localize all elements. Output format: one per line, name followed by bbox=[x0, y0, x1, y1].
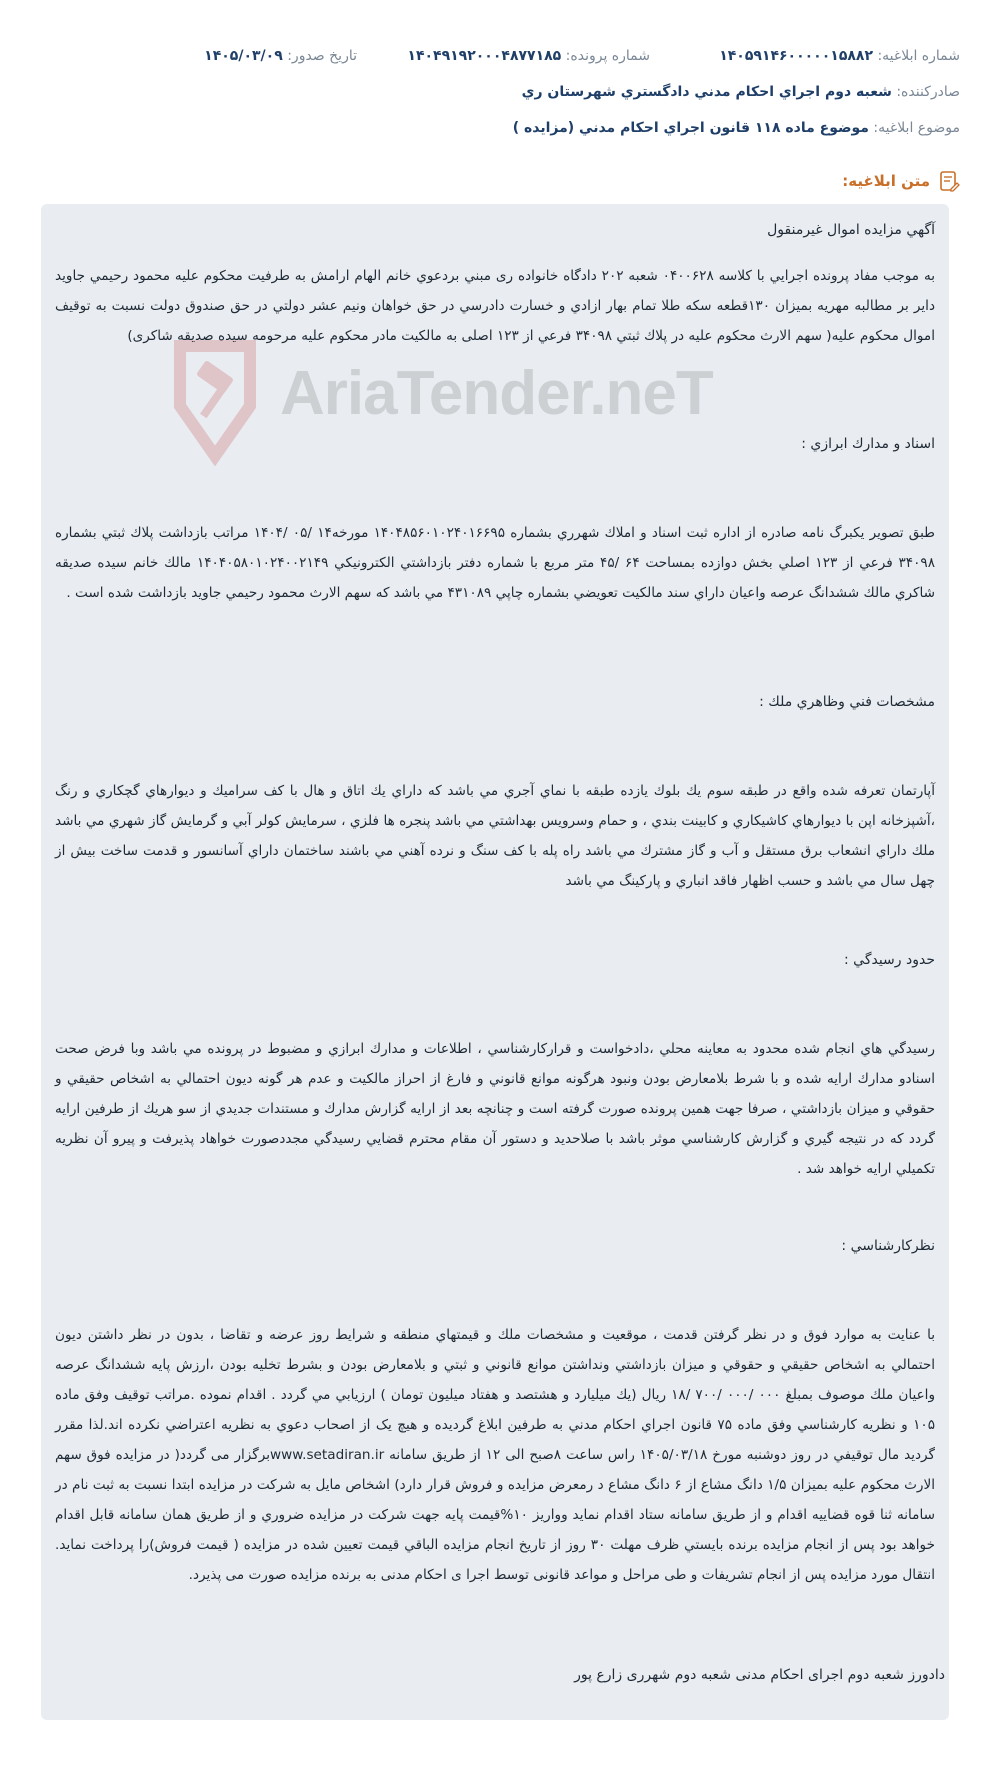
issuer-label: صادرکننده: bbox=[896, 84, 960, 100]
notice-text-title: متن ابلاغیه: bbox=[842, 172, 930, 190]
subject-value: موضوع ماده ۱۱۸ قانون اجراي احكام مدني (مزايده ) bbox=[512, 120, 869, 136]
notice-number-label: شماره ابلاغیه: bbox=[877, 48, 960, 64]
auction-title: آگهي مزايده اموال غيرمنقول bbox=[767, 222, 935, 238]
intro-paragraph: به موجب مفاد پرونده اجرايي با كلاسه ۰۴۰۰۶۲۸ شعبه ۲۰۲ دادگاه خانواده ری مبني بردعوي خانم الهام ارامش به طرفيت محكوم عليه محمود رحيمي جاويد داير بر مطالبه مهريه بميزان ۱۳۰قطعه سكه طلا تمام بهار ازادي و خسارت دادرسي در حق خواهان ونيم عشر دولتي در حق صندوق دولت نسبت به توقيف اموال محكوم عليه( سهم الارث محكوم عليه در پلاك ثبتي ۳۴۰۹۸ فرعي از ۱۲۳ اصلی به مالکیت مادر محکوم علیه مرحومه سیده صدیقه شاکری) bbox=[55, 268, 936, 344]
scope-paragraph: رسيدگي هاي انجام شده محدود به معاينه محلي ،دادخواست و قراركارشناسي ، اطلاعات و مدارك ابرازي و مضبوط در پرونده مي باشد وبا فرض صحت اسنادو مدارك ارايه شده و با شرط بلامعارض بودن ونبود هرگونه موانع قانوني و فارغ از احراز مالكيت و عدم هر گونه ديون احتمالي به اشخاص حقيقي و حقوقي و ميزان بازداشتي ، صرفا جهت همين پرونده صورت گرفته است و چنانچه بعد از ارايه گزارش مدارك و مستندات جديدي از سو هريك از طرفين ارايه گردد كه در نتيجه گيري و گزارش كارشناسي موثر باشد با صلاحديد و دستور آن مقام محترم قضايي رسيدگي مجددصورت خواهاد پذيرفت و پيرو آن نظريه تكميلي ارايه خواهد شد . bbox=[55, 1041, 935, 1177]
gavel-icon bbox=[160, 336, 270, 466]
notice-text-heading bbox=[842, 170, 960, 192]
file-number-label: شماره پرونده: bbox=[565, 48, 650, 64]
notice-number-field bbox=[719, 48, 960, 64]
notice-number-value: ۱۴۰۵۹۱۴۶۰۰۰۰۰۱۵۸۸۲ bbox=[719, 48, 873, 64]
issue-date-label: تاریخ صدور: bbox=[287, 48, 357, 64]
document-icon bbox=[938, 170, 960, 192]
issuer-row bbox=[40, 84, 960, 100]
watermark-logo bbox=[160, 336, 720, 466]
specs-paragraph: آپارتمان تعرفه شده واقع در طبقه سوم يك بلوك يازده طبقه با نماي آجري مي باشد كه داراي يك اتاق و هال با كف سراميك و ديوارهاي گچكاري و رنگ ،آشپزخانه اپن با ديوارهاي كاشيكاري و كابينت بندي ، و حمام وسرويس بهداشتي مي باشد پنجره ها فلزي ، سرمايش كولر آبي و گرمايش گاز شهري مي باشد ملك داراي انشعاب برق مستقل و آب و گاز مشترك مي باشد راه پله با كف سنگ و نرده آهني مي باشند ساختمان داراي آسانسور و قدمت ساخت بيش از چهل سال مي باشد و حسب اظهار فاقد انباري و پاركينگ مي باشد bbox=[55, 783, 935, 889]
expert-opinion-paragraph: با عنايت به موارد فوق و در نظر گرفتن قدمت ، موقعيت و مشخصات ملك و قيمتهاي منطقه و شرايط روز عرضه و تقاضا ، بدون در نظر داشتن ديون احتمالي به اشخاص حقيقي و حقوقي و ميزان بازداشتي ونداشتن موانع قانوني و ثبتي و بلامعارض بودن و بشرط تخليه بودن ،ارزش پايه ششدانگ عرصه واعيان ملك موصوف بمبلغ ۰۰۰ /۰۰۰ /۷۰۰ /۱۸ ريال (يك ميليارد و هشتصد و هفتاد ميليون تومان ) ارزيابي مي گردد . اقدام نموده .مراتب توقيف وفق ماده ۱۰۵ و نظريه كارشناسي وفق ماده ۷۵ قانون اجراي احكام مدني به طرفين ابلاغ گرديده و هيچ یک از اصحاب دعوي به نظريه اعتراضي نكرده اند.لذا مقرر گرديد مال توقيفي در روز دوشنبه مورخ ۱۴۰۵/۰۳/۱۸ راس ساعت ۸صبح الی ۱۲ از طريق سامانه www.setadiran.irبرگزار می گردد( در مزايده فوق سهم الارث محكوم عليه بميزان ۱/۵ دانگ مشاع از ۶ دانگ مشاع د رمعرض مزايده و فروش قرار دارد) اشخاص مايل به شركت در مزايده ابتدا نسبت به ثبت نام در سامانه ثنا قوه قضاييه اقدام و از طريق سامانه ستاد اقدام نمايد وواريز ۱۰%قيمت پايه جهت شركت در مزايده ضروري و از طريق همان سامانه قابل اقدام خواهد بود پس از انجام مزايده برنده بايستي ظرف مهلت ۳۰ روز از تاريخ انجام مزايده الباقي قيمت تعيين شده در مزايده ( قيمت فروش)را پرداخت نمايد. انتقال مورد مزايده پس از انجام تشريفات و طی مراحل و مواعد قانونی توسط اجرا ی احکام مدنی به برنده مزايده صورت می پذيرد. bbox=[55, 1327, 936, 1583]
file-number-value: ۱۴۰۴۹۱۹۲۰۰۰۴۸۷۷۱۸۵ bbox=[407, 48, 562, 64]
section-heading-documents: اسناد و مدارك ابرازي : bbox=[801, 436, 935, 452]
section-heading-expert-opinion: نظركارشناسي : bbox=[841, 1238, 935, 1254]
signature-line: دادورز شعبه دوم اجرای احکام مدنی شعبه دوم شهرری زارع پور bbox=[574, 1667, 945, 1683]
subject-row bbox=[40, 120, 960, 136]
subject-label: موضوع ابلاغیه: bbox=[873, 120, 960, 136]
issuer-value: شعبه دوم اجراي احكام مدني دادگستري شهرستان ري bbox=[521, 84, 892, 100]
watermark-text: AriaTender.neT bbox=[280, 359, 713, 428]
section-heading-specs: مشخصات فني وظاهري ملك : bbox=[759, 694, 935, 710]
meta-row-ids bbox=[40, 48, 960, 68]
documents-paragraph: طبق تصوير يكبرگ نامه صادره از اداره ثبت اسناد و املاك شهرري بشماره ۱۴۰۴۸۵۶۰۱۰۲۴۰۱۶۶۹۵ مورخه۱۴ /۰۵ /۱۴۰۴ مراتب بازداشت پلاك ثبتي بشماره ۳۴۰۹۸ فرعي از ۱۲۳ اصلي بخش دوازده بمساحت ۶۴ /۴۵ متر مربع با شماره دفتر بازداشتي الكترونيكي ۱۴۰۴۰۵۸۰۱۰۲۴۰۰۲۱۴۹ مالك خانم سيده صديقه شاكري مالك ششدانگ عرصه واعيان داراي سند مالكيت تعويضي بشماره چاپي ۴۳۱۰۸۹ مي باشد كه سهم الارث محمود رحيمي جاويد بازداشت شده است . bbox=[55, 525, 935, 601]
section-heading-scope: حدود رسيدگي : bbox=[843, 952, 935, 968]
issue-date-field bbox=[204, 48, 357, 64]
file-number-field bbox=[407, 48, 650, 64]
issue-date-value: ۱۴۰۵/۰۳/۰۹ bbox=[204, 48, 283, 64]
